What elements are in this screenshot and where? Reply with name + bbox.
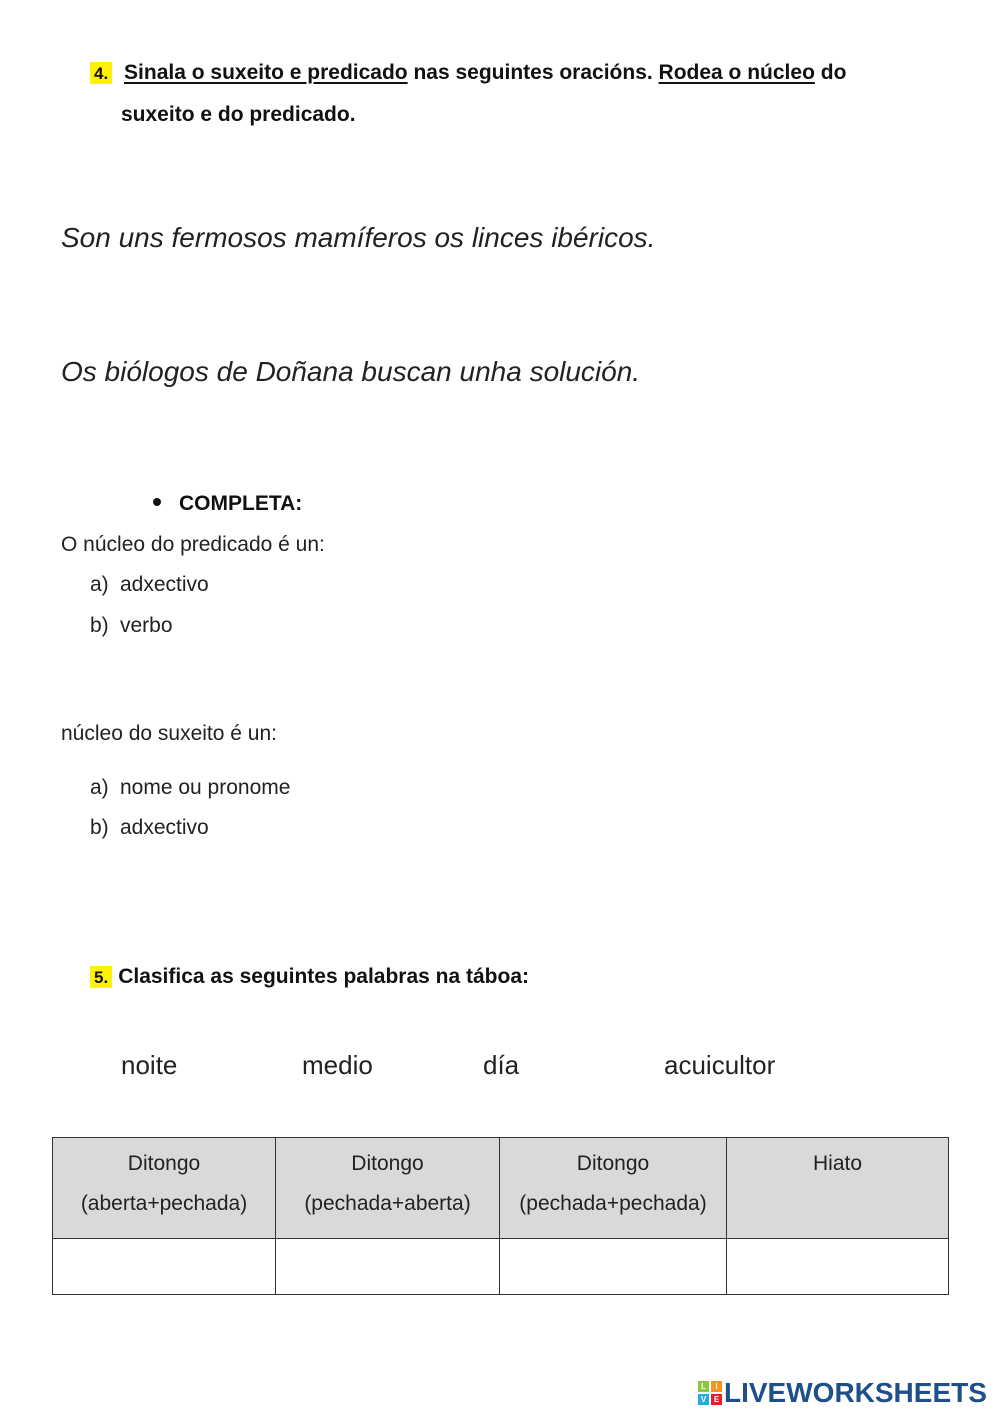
option-text: nome ou pronome	[120, 776, 291, 799]
word-chip[interactable]: noite	[121, 1050, 178, 1080]
word-chip[interactable]: acuicultor	[664, 1050, 776, 1080]
question-subject-nucleus: núcleo do suxeito é un:	[61, 722, 277, 745]
option-text: adxectivo	[120, 816, 209, 839]
option-text: verbo	[120, 614, 173, 637]
logo-letter: V	[698, 1394, 709, 1405]
option-item[interactable]	[90, 776, 290, 800]
instruction-underlined-1: Sinala o suxeito e predicado	[124, 61, 408, 84]
table-header-row	[53, 1138, 949, 1239]
logo-text: LIVEWORKSHEETS	[724, 1377, 987, 1408]
exercise-5-number: 5.	[90, 966, 112, 988]
logo-letter: I	[711, 1381, 722, 1392]
logo-letter: L	[698, 1381, 709, 1392]
option-item[interactable]	[90, 816, 209, 840]
instruction-underlined-2: Rodea o núcleo	[658, 61, 815, 84]
option-label: b)	[90, 816, 109, 839]
classification-table	[52, 1137, 949, 1295]
word-chip[interactable]: día	[483, 1050, 520, 1080]
drop-cell-hiatus[interactable]	[727, 1239, 949, 1295]
question-predicate-nucleus: O núcleo do predicado é un:	[61, 533, 325, 556]
exercise-5-instruction: 5. Clasifica as seguintes palabras na táboa:	[90, 965, 529, 989]
header-diphthong-open-closed: Ditongo (aberta+pechada)	[53, 1138, 276, 1239]
option-item[interactable]	[90, 573, 209, 597]
option-text: adxectivo	[120, 573, 209, 596]
option-label: b)	[90, 614, 109, 637]
table-row	[53, 1239, 949, 1295]
option-label: a)	[90, 573, 109, 596]
header-diphthong-closed-open: Ditongo (pechada+aberta)	[276, 1138, 500, 1239]
instruction-text-2: do	[814, 61, 847, 84]
sentence-1[interactable]: Son uns fermosos mamíferos os linces ibéricos.	[61, 222, 656, 253]
liveworksheets-logo	[698, 1377, 987, 1409]
drop-cell-diphthong-closed-closed[interactable]	[500, 1239, 727, 1295]
sentence-2[interactable]: Os biólogos de Doñana buscan unha solución.	[61, 356, 641, 387]
exercise-4-instruction-line2: suxeito e do predicado.	[121, 103, 356, 126]
exercise-4-instruction	[90, 61, 846, 85]
complete-heading: COMPLETA:	[153, 492, 302, 516]
word-chip[interactable]: medio	[302, 1050, 373, 1080]
exercise-4-number: 4.	[90, 62, 112, 84]
logo-mark-icon	[698, 1381, 722, 1405]
header-diphthong-closed-closed: Ditongo (pechada+pechada)	[500, 1138, 727, 1239]
header-hiatus: Hiato	[727, 1138, 949, 1239]
drop-cell-diphthong-closed-open[interactable]	[276, 1239, 500, 1295]
instruction-text-1: nas seguintes oracións.	[407, 61, 659, 84]
option-item[interactable]	[90, 614, 173, 638]
option-label: a)	[90, 776, 109, 799]
bullet-icon	[153, 498, 161, 506]
drop-cell-diphthong-open-closed[interactable]	[53, 1239, 276, 1295]
logo-letter: E	[711, 1394, 722, 1405]
